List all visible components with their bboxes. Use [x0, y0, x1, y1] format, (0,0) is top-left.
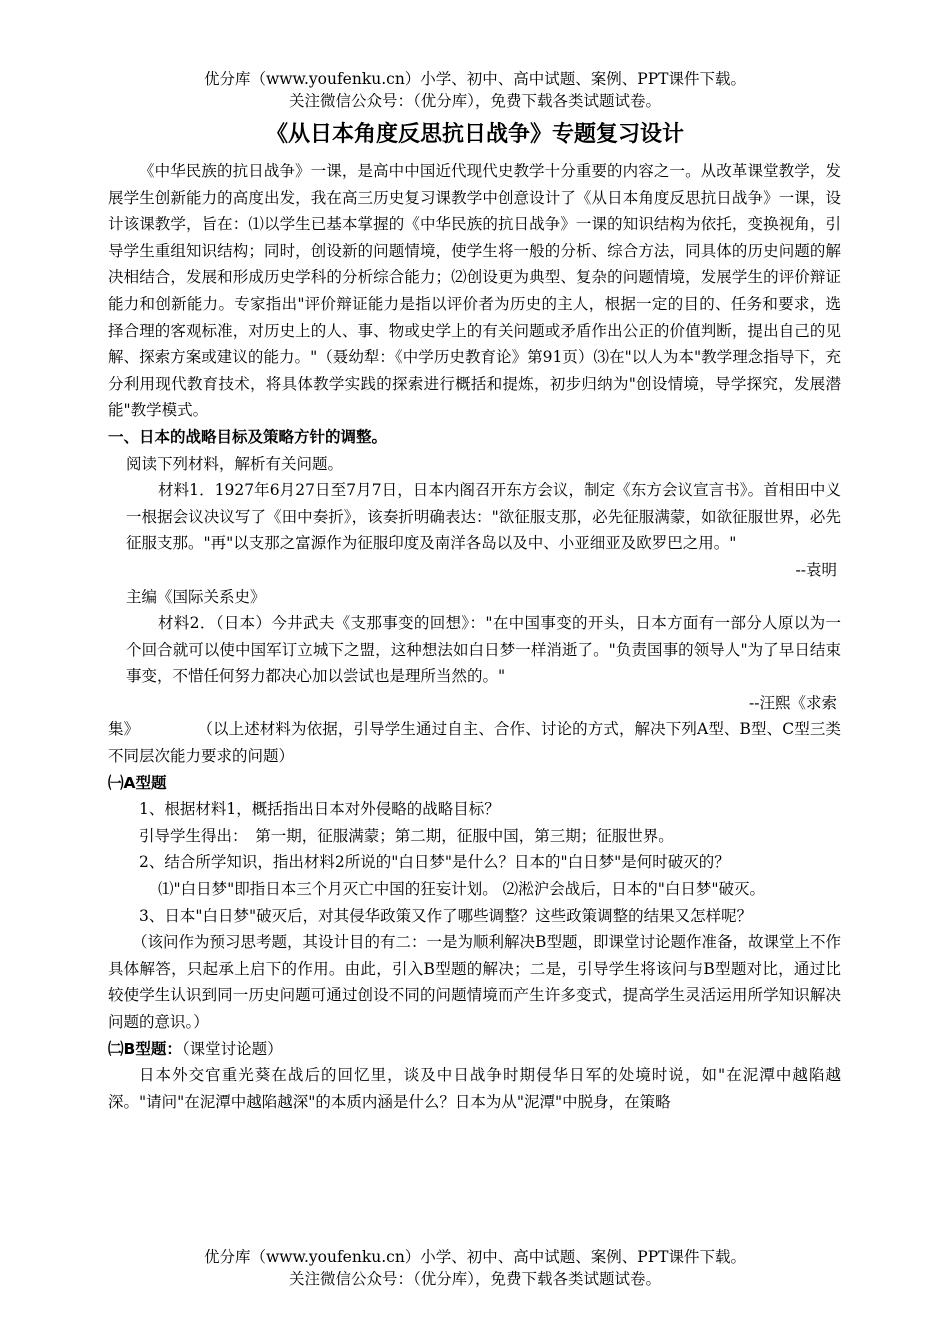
type-b-heading: ㈡B型题： — [108, 1039, 182, 1058]
material-1-source-b: 主编《国际关系史》 — [126, 587, 266, 606]
type-b-subtitle: （课堂讨论题） — [181, 1039, 283, 1058]
instruction-text: （以上述材料为依据，引导学生通过自主、合作、讨论的方式，解决下列A型、B型、C型三类不同层次能力要求的问题） — [108, 720, 841, 766]
type-b-heading-line — [108, 1036, 841, 1063]
intro-paragraph: 《中华民族的抗日战争》一课，是高中中国近代现代史教学十分重要的内容之一。从改革课堂教学，发展学生创新能力的高度出发，我在高三历史复习课教学中创意设计了《从日本角度反思抗日战争》一课，设计该课教学，旨在：⑴以学生已基本掌握的《中华民族的抗日战争》一课的知识结构为依托，变换视角，引导学生重组知识结构；同时，创设新的问题情境，使学生将一般的分析、综合方法，同具体的历史问题的解决相结合，发展和形成历史学科的分析综合能力；⑵创设更为典型、复杂的问题情境，发展学生的评价辩证能力和创新能力。专家指出"评价辩证能力是指以评价者为历史的主人，根据一定的目的、任务和要求，选择合理的客观标准，对历史上的人、事、物或史学上的有关问题或矛盾作出公正的价值判断，提出自己的见解、探索方案或建议的能力。"（聂幼犁：《中学历史教育论》第91页）⑶在"以人为本"教学理念指导下，充分利用现代教育技术，将具体教学实践的探索进行概括和提炼，初步归纳为"创设情境，导学探究，发展潜能"教学模式。 — [108, 162, 841, 420]
page-header — [0, 68, 950, 112]
material-1-source-a: --袁明 — [795, 560, 837, 579]
header-line-2: 关注微信公众号：（优分库），免费下载各类试题试卷。 — [288, 92, 661, 110]
material-2-source-a: --汪熙《求索 — [749, 693, 837, 712]
section-1-lead: 阅读下列材料，解析有关问题。 — [126, 454, 344, 473]
section-1-heading: 一、日本的战略目标及策略方针的调整。 — [108, 427, 388, 446]
page-footer — [0, 1246, 950, 1290]
material-2: 材料2．（日本）今井武夫《支那事变的回想》："在中国事变的开头，日本方面有一部分人原以为一个回合就可以使中国军订立城下之盟，这种想法如白日梦一样消逝了。"负责国事的领导人"为了早日结束事变，不惜任何努力都决心加以尝试也是理所当然的。" — [126, 614, 841, 686]
footer-line-1: 优分库（www.youfenku.cn）小学、初中、高中试题、案例、PPT课件下载。 — [203, 1248, 747, 1266]
type-a-answer-1: 引导学生得出： 第一期，征服满蒙；第二期，征服中国，第三期；征服世界。 — [139, 826, 674, 845]
type-a-answer-2: ⑴"白日梦"即指日本三个月灭亡中国的狂妄计划。 ⑵淞沪会战后，日本的"白日梦"破灭。 — [158, 880, 765, 899]
instruction-paragraph — [108, 716, 841, 769]
type-a-question-1: 1、根据材料1，概括指出日本对外侵略的战略目标？ — [139, 800, 500, 819]
footer-line-2: 关注微信公众号：（优分库），免费下载各类试题试卷。 — [288, 1270, 661, 1288]
header-line-1: 优分库（www.youfenku.cn）小学、初中、高中试题、案例、PPT课件下载。 — [203, 70, 747, 88]
material-1: 材料1．1927年6月27日至7月7日，日本内阁召开东方会议，制定《东方会议宣言书》。首相田中义一根据会议决议写了《田中奏折》，该奏折明确表达："欲征服支那，必先征服满蒙，如欲征服世界，必先征服支那。"再"以支那之富源作为征服印度及南洋各岛以及中、小亚细亚及欧罗巴之用。" — [126, 481, 841, 553]
type-a-note: （该问作为预习思考题，其设计目的有二：一是为顺利解决B型题，即课堂讨论题作准备，故课堂上不作具体解答，只起承上启下的作用。由此，引入B型题的解决；二是，引导学生将该问与B型题对比，通过比较使学生认识到同一历史问题可通过创设不同的问题情境而产生许多变式，提高学生灵活运用所学知识解决问题的意识。） — [108, 933, 841, 1031]
material-2-source-b: 集》 — [108, 720, 140, 739]
document-body — [108, 158, 841, 1115]
type-a-question-2: 2、结合所学知识，指出材料2所说的"白日梦"是什么？日本的"白日梦"是何时破灭的？ — [139, 853, 730, 872]
type-a-heading: ㈠A型题 — [108, 773, 167, 792]
document-title: 《从日本角度反思抗日战争》专题复习设计 — [265, 122, 684, 147]
type-a-question-3: 3、日本"白日梦"破灭后，对其侵华政策又作了哪些调整？这些政策调整的结果又怎样呢？ — [139, 906, 753, 925]
type-b-text: 日本外交官重光葵在战后的回忆里，谈及中日战争时期侵华日军的处境时说，如"在泥潭中越陷越深。"请问"在泥潭中越陷越深"的本质内涵是什么？日本为从"泥潭"中脱身，在策略 — [108, 1066, 841, 1111]
